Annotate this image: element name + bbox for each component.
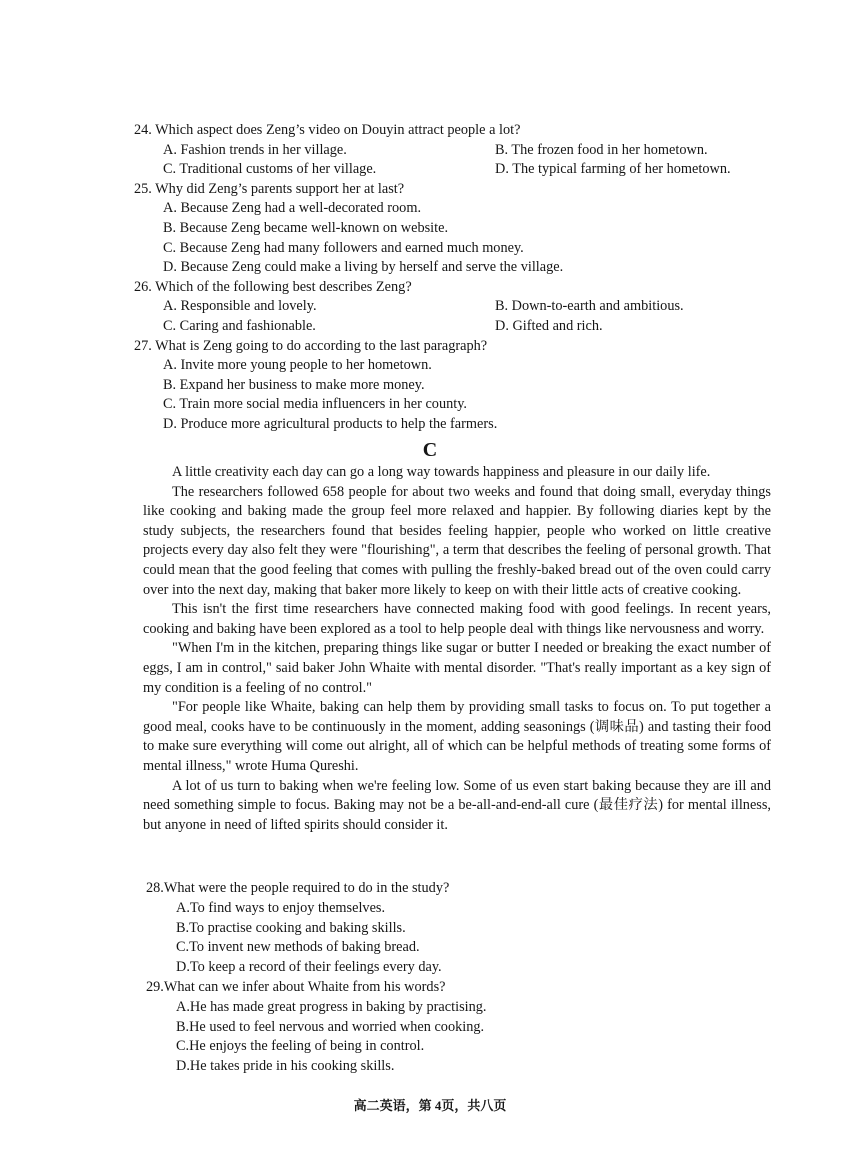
question-25-option-c: C. Because Zeng had many followers and earned much money. (163, 239, 524, 256)
question-25-option-d: D. Because Zeng could make a living by herself and serve the village. (163, 259, 564, 276)
question-28-option-d: D.To keep a record of their feelings every day. (176, 959, 442, 976)
question-27-stem: 27. What is Zeng going to do according to the last paragraph? (134, 337, 488, 354)
passage-paragraph: "For people like Whaite, baking can help them by providing small tasks to focus on. To put together a good meal, cooks have to be continuously in the moment, adding seasonings (调味品) and tasting their food to make sure everything will come out alright, all of which can be helpful methods of treating some forms of mental illness," wrote Huma Qureshi. (143, 699, 771, 774)
question-25-option-b: B. Because Zeng became well-known on website. (163, 219, 449, 236)
question-28-option-b: B.To practise cooking and baking skills. (176, 919, 406, 936)
question-27-option-c: C. Train more social media influencers in her county. (163, 396, 468, 413)
passage-paragraph: This isn't the first time researchers have connected making food with good feelings. In recent years, cooking and baking have been explored as a tool to help people deal with things like nervousness and worry. (143, 601, 771, 637)
passage-paragraph: A lot of us turn to baking when we're feeling low. Some of us even start baking because they are ill and need something simple to focus. Baking may not be a be-all-and-end-all cure (最佳疗法) for mental illness, but anyone in need of lifted spirits should consider it. (143, 777, 771, 833)
question-27-option-a: A. Invite more young people to her hometown. (163, 357, 432, 374)
question-27-option-b: B. Expand her business to make more money. (163, 376, 425, 393)
question-26-option-b: B. Down-to-earth and ambitious. (495, 298, 684, 315)
question-24-options-row-2 (134, 160, 774, 180)
question-28-stem: 28.What were the people required to do in the study? (146, 880, 450, 896)
question-29-option-a: A.He has made great progress in baking by practising. (176, 998, 487, 1015)
question-28-option-c: C.To invent new methods of baking bread. (176, 939, 420, 956)
question-29-stem: 29.What can we infer about Whaite from his words? (146, 978, 446, 995)
passage-paragraph: A little creativity each day can go a long way towards happiness and pleasure in our daily life. (172, 464, 711, 480)
question-24-stem: 24. Which aspect does Zeng’s video on Douyin attract people a lot? (134, 122, 521, 138)
passage-paragraph: The researchers followed 658 people for about two weeks and found that doing small, everyday things like cooking and baking made the group feel more relaxed and happier. By following diaries kept by the study subjects, the researchers found that besides feeling happier, people who worked on little creative projects every day also felt they were "flourishing", a term that describes the feeling of personal growth. That could mean that the good feeling that comes with pulling the freshly-baked bread out of the oven could carry over into the next day, making that baker more likely to keep on with their little acts of creative cooking. (143, 483, 771, 598)
question-24-options-row-1 (134, 141, 774, 161)
question-26-stem: 26. Which of the following best describes Zeng? (134, 278, 412, 295)
question-27-option-d: D. Produce more agricultural products to help the farmers. (163, 415, 498, 432)
question-25-option-a: A. Because Zeng had a well-decorated room. (163, 200, 422, 217)
passage-paragraph: "When I'm in the kitchen, preparing things like sugar or butter I needed or breaking the exact number of eggs, I am in control," said baker John Whaite with mental disorder. "That's really important as a key sign of my condition is a feeling of no control." (143, 640, 771, 696)
question-26-option-a: A. Responsible and lovely. (163, 298, 317, 315)
question-29-option-c: C.He enjoys the feeling of being in control. (176, 1038, 425, 1055)
question-25-stem: 25. Why did Zeng’s parents support her at last? (134, 180, 405, 197)
question-26-option-d: D. Gifted and rich. (495, 317, 603, 334)
question-24-option-c: C. Traditional customs of her village. (163, 161, 377, 178)
question-28-option-a: A.To find ways to enjoy themselves. (176, 899, 386, 916)
question-24-option-a: A. Fashion trends in her village. (163, 141, 347, 158)
question-26-option-c: C. Caring and fashionable. (163, 317, 316, 334)
page-footer: 高二英语，第 4页，共八页 (353, 1098, 507, 1113)
question-block-reading-b (134, 121, 774, 435)
question-29-option-d: D.He takes pride in his cooking skills. (176, 1058, 395, 1075)
question-29-option-b: B.He used to feel nervous and worried when cooking. (176, 1018, 485, 1035)
question-26-options-row-1 (134, 297, 774, 317)
reading-passage-c (143, 463, 771, 835)
question-24-option-b: B. The frozen food in her hometown. (495, 141, 708, 158)
question-26-options-row-2 (134, 317, 774, 337)
section-heading: C (422, 439, 438, 461)
question-24-option-d: D. The typical farming of her hometown. (495, 161, 731, 178)
question-block-reading-c (146, 879, 766, 1077)
